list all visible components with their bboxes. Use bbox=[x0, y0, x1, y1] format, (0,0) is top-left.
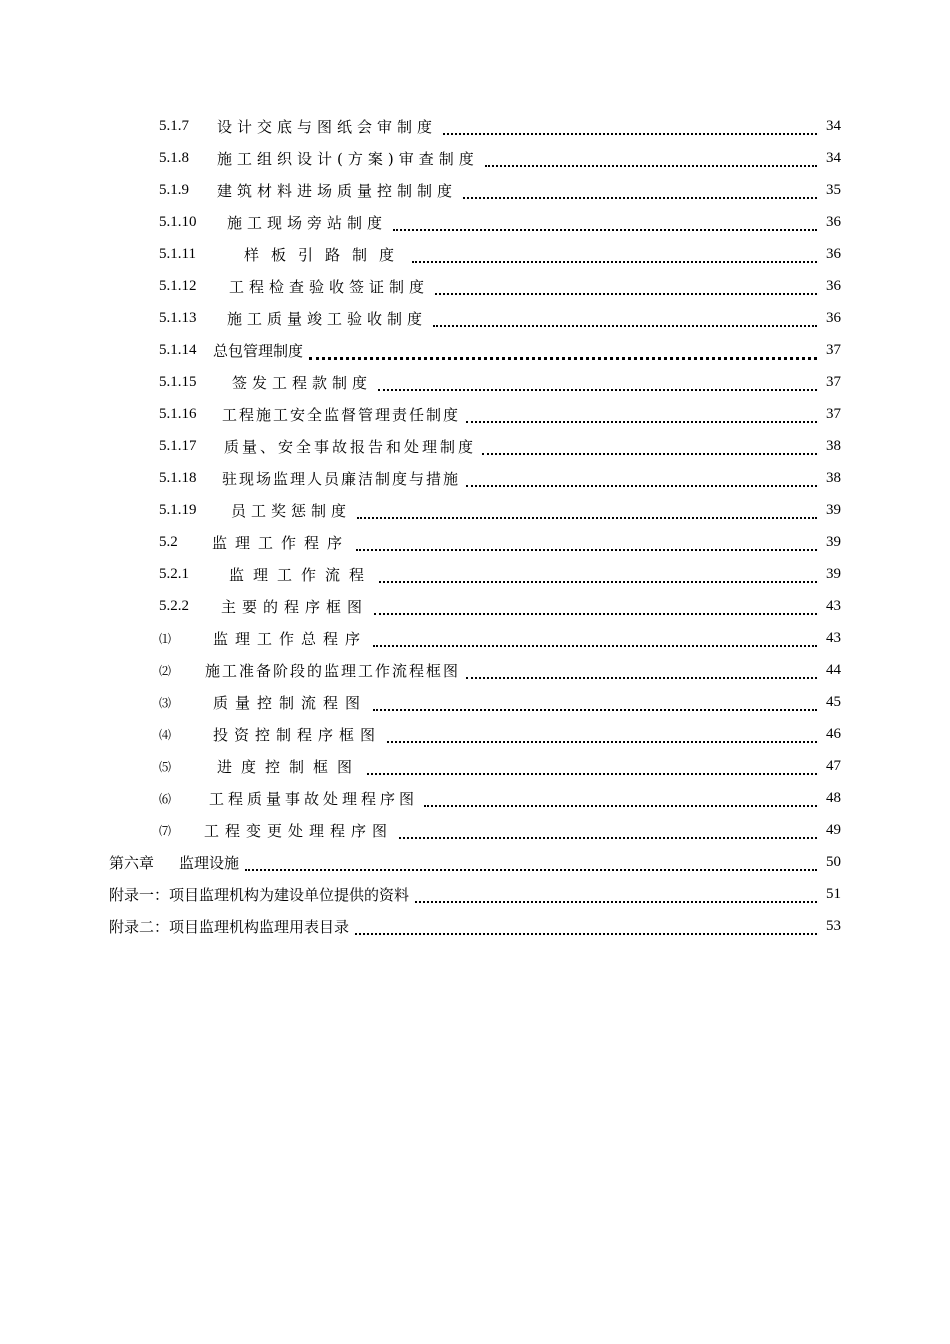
toc-number: 5.1.19 bbox=[159, 501, 197, 518]
toc-leader bbox=[466, 667, 817, 679]
toc-leader bbox=[435, 283, 817, 295]
toc-title: 项目监理机构监理用表目录 bbox=[169, 917, 350, 936]
toc-title: 施工质量竣工验收制度 bbox=[227, 309, 428, 328]
toc-leader bbox=[399, 827, 817, 839]
toc-number: 5.1.9 bbox=[159, 181, 189, 198]
toc-number: ⑸ bbox=[159, 759, 172, 774]
toc-title: 监理工作程序 bbox=[212, 533, 351, 552]
toc-leader bbox=[443, 123, 817, 135]
toc-page: 53 bbox=[826, 917, 841, 934]
toc-leader bbox=[378, 379, 817, 391]
toc-page: 43 bbox=[826, 629, 841, 646]
toc-number: 5.1.14 bbox=[159, 341, 197, 358]
toc-page: 38 bbox=[826, 469, 841, 486]
toc-leader bbox=[367, 763, 817, 775]
toc-leader bbox=[466, 475, 817, 487]
toc-entry[interactable] bbox=[0, 558, 950, 590]
toc-entry[interactable] bbox=[0, 526, 950, 558]
toc-page: 35 bbox=[826, 181, 841, 198]
toc-title: 监理设施 bbox=[179, 853, 240, 872]
toc-number: ⑵ bbox=[159, 663, 172, 678]
toc-entry[interactable] bbox=[0, 174, 950, 206]
toc-entry[interactable] bbox=[0, 302, 950, 334]
toc-entry[interactable] bbox=[0, 142, 950, 174]
toc-leader bbox=[357, 507, 817, 519]
toc-number: 5.2.2 bbox=[159, 597, 189, 614]
toc-entry[interactable] bbox=[0, 686, 950, 718]
toc-title: 工程质量事故处理程序图 bbox=[209, 789, 419, 808]
toc-title: 工程变更处理程序图 bbox=[204, 821, 394, 840]
toc-entry[interactable] bbox=[0, 622, 950, 654]
toc-title: 员工奖惩制度 bbox=[231, 501, 352, 520]
toc-page: 36 bbox=[826, 213, 841, 230]
toc-number: 5.1.12 bbox=[159, 277, 197, 294]
toc-number: ⑷ bbox=[159, 727, 172, 742]
toc-page: 47 bbox=[826, 757, 841, 774]
toc-page: 46 bbox=[826, 725, 841, 742]
toc-title: 质量、安全事故报告和处理制度 bbox=[224, 437, 477, 456]
toc-entry[interactable] bbox=[0, 110, 950, 142]
toc-number: 5.1.11 bbox=[159, 245, 196, 262]
toc-number: ⑴ bbox=[159, 631, 172, 646]
toc-title: 项目监理机构为建设单位提供的资料 bbox=[169, 885, 410, 904]
toc-title: 监理工作流程 bbox=[229, 565, 374, 584]
toc-page: 34 bbox=[826, 149, 841, 166]
toc-leader bbox=[356, 539, 817, 551]
toc-title: 签发工程款制度 bbox=[232, 373, 373, 392]
toc-entry[interactable] bbox=[0, 654, 950, 686]
toc-leader bbox=[424, 795, 817, 807]
toc-number: 5.1.13 bbox=[159, 309, 197, 326]
toc-leader bbox=[387, 731, 817, 743]
toc-title: 总包管理制度 bbox=[213, 341, 304, 360]
toc-page: 36 bbox=[826, 245, 841, 262]
toc-page: 37 bbox=[826, 405, 841, 422]
toc-title: 进度控制框图 bbox=[217, 757, 362, 776]
toc-page: 37 bbox=[826, 373, 841, 390]
toc-entry[interactable] bbox=[0, 782, 950, 814]
toc-entry[interactable] bbox=[0, 750, 950, 782]
toc-number: 5.2.1 bbox=[159, 565, 189, 582]
toc-number: 5.1.18 bbox=[159, 469, 197, 486]
toc-page: 49 bbox=[826, 821, 841, 838]
toc-page: 44 bbox=[826, 661, 841, 678]
toc-title: 建筑材料进场质量控制制度 bbox=[217, 181, 458, 200]
toc-entry[interactable] bbox=[0, 206, 950, 238]
table-of-contents bbox=[0, 110, 950, 942]
toc-entry[interactable] bbox=[0, 238, 950, 270]
toc-page: 51 bbox=[826, 885, 841, 902]
toc-leader bbox=[433, 315, 817, 327]
toc-number: 第六章 bbox=[109, 855, 155, 872]
toc-leader bbox=[466, 411, 817, 423]
toc-title: 设计交底与图纸会审制度 bbox=[217, 117, 438, 136]
toc-entry[interactable] bbox=[0, 462, 950, 494]
toc-number: 5.1.15 bbox=[159, 373, 197, 390]
toc-number: 5.1.7 bbox=[159, 117, 189, 134]
toc-entry[interactable] bbox=[0, 814, 950, 846]
toc-number: ⑺ bbox=[159, 823, 172, 838]
toc-number: ⑶ bbox=[159, 695, 172, 710]
toc-leader bbox=[245, 859, 817, 871]
toc-entry[interactable] bbox=[0, 366, 950, 398]
toc-title: 施工组织设计(方案)审查制度 bbox=[217, 149, 479, 168]
toc-page: 43 bbox=[826, 597, 841, 614]
toc-page: 39 bbox=[826, 565, 841, 582]
toc-title: 工程施工安全监督管理责任制度 bbox=[222, 405, 461, 424]
toc-page: 34 bbox=[826, 117, 841, 134]
toc-page: 38 bbox=[826, 437, 841, 454]
toc-page: 36 bbox=[826, 309, 841, 326]
toc-page: 48 bbox=[826, 789, 841, 806]
toc-page: 45 bbox=[826, 693, 841, 710]
toc-entry[interactable] bbox=[0, 718, 950, 750]
toc-entry[interactable] bbox=[0, 270, 950, 302]
toc-leader bbox=[379, 571, 817, 583]
toc-leader bbox=[373, 699, 817, 711]
toc-leader bbox=[309, 347, 817, 360]
toc-number: 5.1.17 bbox=[159, 437, 197, 454]
toc-number: 5.1.16 bbox=[159, 405, 197, 422]
toc-number: 5.1.10 bbox=[159, 213, 197, 230]
toc-number: 附录二： bbox=[109, 919, 170, 936]
toc-title: 驻现场监理人员廉洁制度与措施 bbox=[222, 469, 461, 488]
toc-leader bbox=[393, 219, 817, 231]
toc-number: ⑹ bbox=[159, 791, 172, 806]
toc-page: 39 bbox=[826, 533, 841, 550]
toc-title: 工程检查验收签证制度 bbox=[229, 277, 430, 296]
toc-leader bbox=[373, 635, 817, 647]
toc-page: 37 bbox=[826, 341, 841, 358]
toc-entry[interactable] bbox=[0, 398, 950, 430]
toc-leader bbox=[485, 155, 817, 167]
toc-title: 主要的程序框图 bbox=[221, 597, 369, 616]
toc-entry[interactable] bbox=[0, 590, 950, 622]
toc-title: 投资控制程序框图 bbox=[213, 725, 382, 744]
toc-title: 施工准备阶段的监理工作流程框图 bbox=[205, 661, 461, 680]
toc-entry[interactable] bbox=[0, 494, 950, 526]
toc-leader bbox=[374, 603, 817, 615]
toc-entry[interactable] bbox=[0, 878, 950, 910]
toc-leader bbox=[355, 923, 817, 935]
toc-number: 附录一： bbox=[109, 887, 170, 904]
toc-leader bbox=[463, 187, 817, 199]
toc-title: 样板引路制度 bbox=[244, 245, 407, 264]
toc-title: 监理工作总程序 bbox=[213, 629, 368, 648]
toc-leader bbox=[415, 891, 817, 903]
toc-number: 5.2 bbox=[159, 533, 178, 550]
toc-entry[interactable] bbox=[0, 846, 950, 878]
toc-number: 5.1.8 bbox=[159, 149, 189, 166]
toc-entry[interactable] bbox=[0, 430, 950, 462]
toc-page: 39 bbox=[826, 501, 841, 518]
toc-page: 50 bbox=[826, 853, 841, 870]
toc-page: 36 bbox=[826, 277, 841, 294]
toc-title: 质量控制流程图 bbox=[213, 693, 368, 712]
toc-leader bbox=[482, 443, 817, 455]
toc-leader bbox=[412, 251, 817, 263]
toc-entry[interactable] bbox=[0, 910, 950, 942]
toc-entry[interactable] bbox=[0, 334, 950, 366]
toc-title: 施工现场旁站制度 bbox=[227, 213, 388, 232]
